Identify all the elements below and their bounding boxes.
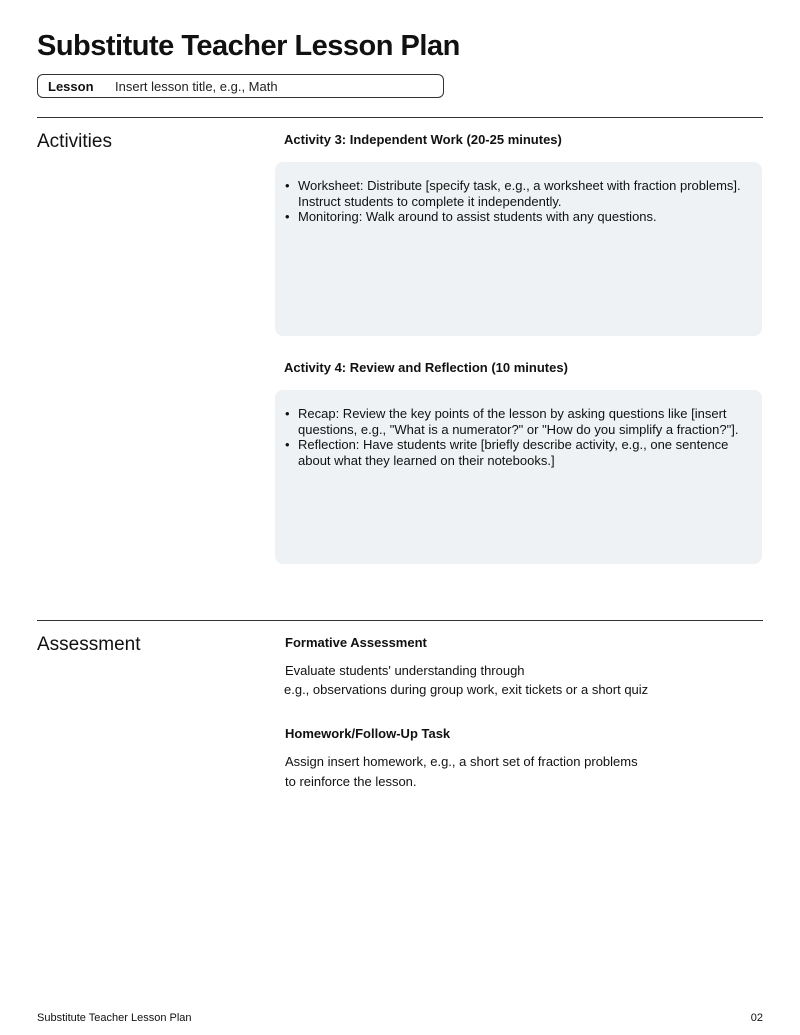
list-item-text: Monitoring: Walk around to assist students with any questions. <box>298 209 657 225</box>
activity-4-title: Activity 4: Review and Reflection (10 minutes) <box>284 360 568 375</box>
list-item-text: Recap: Review the key points of the lesson by asking questions like [insert questions, e.g., "What is a numerator?" or "How do you simplify a fraction?"]. <box>298 406 739 437</box>
homework-line-2: to reinforce the lesson. <box>285 774 417 789</box>
list-item: • Recap: Review the key points of the lesson by asking questions like [insert questions, e.g., "What is a numerator?" or "How do you simplify a fraction?"]. <box>285 406 739 437</box>
list-item-text: Reflection: Have students write [briefly describe activity, e.g., one sentence about what they learned on their notebooks.] <box>298 437 729 468</box>
page-number: 02 <box>750 1012 763 1024</box>
list-item: • Worksheet: Distribute [specify task, e.g., a worksheet with fraction problems]. Instruct students to complete it independently. <box>285 178 741 209</box>
activities-heading: Activities <box>37 131 112 152</box>
list-item: • Reflection: Have students write [briefly describe activity, e.g., one sentence about what they learned on their notebooks.] <box>285 437 729 468</box>
formative-assessment-line-2: e.g., observations during group work, exit tickets or a short quiz <box>284 682 649 697</box>
footer-title: Substitute Teacher Lesson Plan <box>37 1012 192 1024</box>
activity-3-box <box>275 162 762 336</box>
lesson-title-value[interactable]: Insert lesson title, e.g., Math <box>115 78 278 94</box>
homework-title: Homework/Follow-Up Task <box>285 726 451 741</box>
activity-3-list <box>285 178 750 225</box>
assessment-divider <box>37 620 763 621</box>
list-item: • Monitoring: Walk around to assist students with any questions. <box>285 209 657 225</box>
activities-divider <box>37 117 763 118</box>
page-title: Substitute Teacher Lesson Plan <box>37 30 460 62</box>
lesson-title-field[interactable] <box>37 74 444 98</box>
activity-3-title: Activity 3: Independent Work (20-25 minutes) <box>284 132 562 147</box>
list-item-text: Worksheet: Distribute [specify task, e.g., a worksheet with fraction problems]. Instruct students to complete it independently. <box>298 178 741 209</box>
activity-4-list <box>285 406 750 468</box>
activity-4-box <box>275 390 762 564</box>
homework-line-1: Assign insert homework, e.g., a short set of fraction problems <box>285 754 638 769</box>
lesson-label: Lesson <box>48 78 94 94</box>
formative-assessment-line-1: Evaluate students' understanding through <box>285 663 525 678</box>
formative-assessment-title: Formative Assessment <box>285 635 427 650</box>
assessment-heading: Assessment <box>37 634 141 655</box>
